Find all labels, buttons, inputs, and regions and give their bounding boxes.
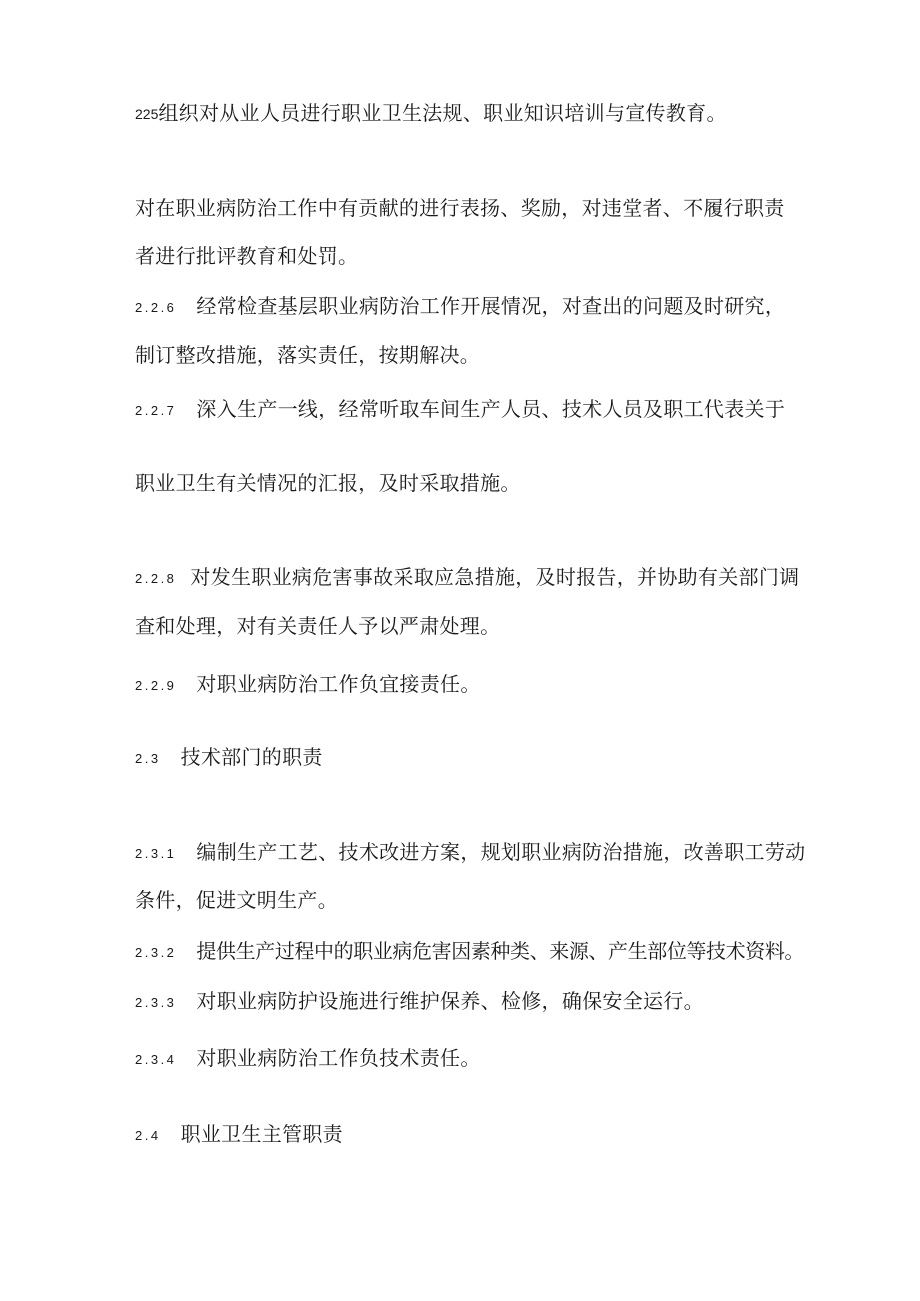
clause-number: 2.2.8 bbox=[135, 571, 177, 586]
paragraph-line bbox=[135, 341, 480, 369]
paragraph-line bbox=[135, 242, 358, 270]
clause-text: 对发生职业病危害事故采取应急措施，及时报告，并协助有关部门调 bbox=[190, 565, 800, 589]
clause-text: 经常检查基层职业病防治工作开展情况，对查出的问题及时研究， bbox=[196, 294, 786, 318]
clause-number: 2.2.6 bbox=[135, 300, 177, 315]
paragraph-2-2-7 bbox=[135, 395, 785, 425]
clause-text: 制订整改措施，落实责任，按期解决。 bbox=[135, 343, 481, 367]
clause-text: 提供生产过程中的职业病危害因素种类、来源、产生部位等技术资料。 bbox=[196, 939, 805, 963]
paragraph-line bbox=[135, 612, 500, 640]
clause-number: 2.3.3 bbox=[135, 995, 177, 1010]
clause-text: 条件，促进文明生产。 bbox=[135, 888, 338, 912]
clause-text: 对职业病防治工作负宜接责任。 bbox=[196, 672, 481, 696]
section-heading-2-3 bbox=[135, 743, 323, 773]
section-number: 2.3 bbox=[135, 751, 161, 766]
clause-number: 2.3.4 bbox=[135, 1052, 177, 1067]
paragraph-2-2-5 bbox=[135, 99, 727, 128]
clause-number: 2.2.9 bbox=[135, 678, 177, 693]
clause-number: 2.3.2 bbox=[135, 945, 177, 960]
clause-text: 职业卫生有关情况的汇报，及时采取措施。 bbox=[135, 471, 521, 495]
section-title: 职业卫生主管职责 bbox=[180, 1122, 343, 1146]
section-title: 技术部门的职责 bbox=[180, 745, 323, 769]
section-heading-2-4 bbox=[135, 1120, 343, 1150]
paragraph-2-2-9 bbox=[135, 670, 481, 700]
paragraph-line bbox=[135, 469, 521, 497]
paragraph-2-3-1 bbox=[135, 838, 805, 868]
paragraph-2-3-4 bbox=[135, 1044, 481, 1074]
section-number: 2.4 bbox=[135, 1128, 161, 1143]
clause-text: 对职业病防治工作负技术责任。 bbox=[196, 1046, 481, 1070]
clause-text: 对职业病防护设施进行维护保养、检修，确保安全运行。 bbox=[196, 989, 704, 1013]
paragraph-2-3-3 bbox=[135, 987, 704, 1017]
clause-text: 编制生产工艺、技术改进方案，规划职业病防治措施，改善职工劳动 bbox=[196, 840, 806, 864]
clause-text: 深入生产一线，经常听取车间生产人员、技术人员及职工代表关于 bbox=[196, 397, 786, 421]
paragraph-2-2-6 bbox=[135, 292, 785, 322]
clause-text: 者进行批评教育和处罚。 bbox=[135, 244, 359, 268]
paragraph-2-3-2 bbox=[135, 937, 804, 967]
clause-number: 2.3.1 bbox=[135, 846, 177, 861]
clause-number: 225 bbox=[135, 106, 159, 122]
clause-text: 对在职业病防治工作中有贡献的进行表扬、奖励，对违堂者、不履行职责 bbox=[135, 196, 785, 220]
clause-number: 2.2.7 bbox=[135, 403, 177, 418]
paragraph-line bbox=[135, 886, 338, 914]
clause-text: 查和处理，对有关责任人予以严肃处理。 bbox=[135, 614, 501, 638]
clause-text: 组织对从业人员进行职业卫生法规、职业知识培训与宣传教育。 bbox=[158, 101, 727, 125]
paragraph-2-2-8 bbox=[135, 563, 799, 593]
paragraph-line bbox=[135, 194, 785, 222]
